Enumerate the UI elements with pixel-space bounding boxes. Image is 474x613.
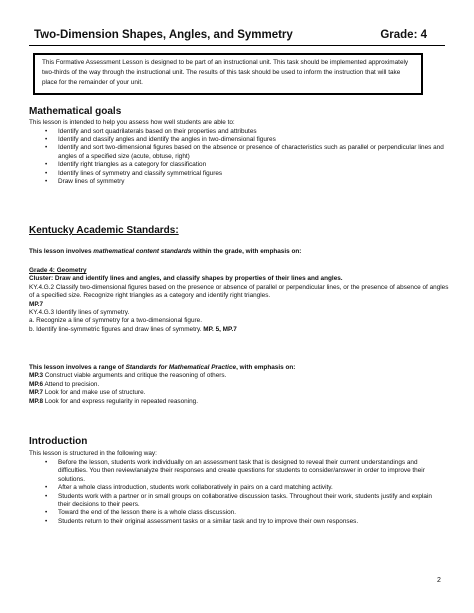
- goal-item: • Identify and classify angles and identify the angles in two-dimensional figures: [45, 136, 445, 144]
- practice-code: MP.3: [29, 372, 44, 380]
- content-intro-emphasis: mathematical content standards: [93, 248, 192, 255]
- page-number: 2: [437, 577, 441, 584]
- practice-intro-pre: This lesson involves a range of: [29, 364, 126, 371]
- formative-assessment-notice: This Formative Assessment Lesson is designed to be part of an instructional unit. This task should be implemented approximately two-thirds of the way through the instructional unit. The results of this task should be used to inform the instruction that will take place for the remainder of your unit.: [33, 53, 423, 95]
- practice-code: MP.6: [29, 380, 44, 388]
- mp7-tag: MP.7: [29, 300, 44, 308]
- goals-heading: Mathematical goals: [29, 106, 122, 117]
- cluster-heading: Cluster: Draw and identify lines and angles, and classify shapes by properties of their lines and angles.: [29, 275, 343, 283]
- practice-intro-emphasis: Standards for Mathematical Practice: [125, 364, 237, 371]
- standard-item-b-row: [29, 326, 449, 334]
- practice-item: [29, 381, 449, 389]
- practice-text: Construct viable arguments and critique the reasoning of others.: [43, 372, 227, 380]
- geometry-standards-block: [29, 267, 449, 334]
- introduction-item: • Before the lesson, students work individually on an assessment task that is designed to reveal their current understandings and difficulties. You then review/analyze their responses and create questions for students to consider/answer in order to improve their solutions.: [45, 459, 445, 484]
- goal-item: • Draw lines of symmetry: [45, 178, 445, 186]
- page-title: Two-Dimension Shapes, Angles, and Symmetry: [34, 29, 293, 41]
- introduction-item: • Students return to their original assessment tasks or a similar task and try to improve their own responses.: [45, 518, 445, 526]
- page-header: [29, 27, 445, 46]
- content-intro-pre: This lesson involves: [29, 248, 94, 255]
- goal-item: • Identify lines of symmetry and classify symmetrical figures: [45, 170, 445, 178]
- practice-code: MP.7: [29, 389, 44, 397]
- introduction-item: • Toward the end of the lesson there is a whole class discussion.: [45, 509, 445, 517]
- goal-item: • Identify and sort quadrilaterals based on their properties and attributes: [45, 128, 445, 136]
- introduction-list: [45, 459, 445, 526]
- goals-intro: This lesson is intended to help you assess how well students are able to:: [29, 119, 235, 126]
- goals-list: [45, 128, 445, 187]
- introduction-heading: Introduction: [29, 436, 88, 447]
- standard-item-a: a. Recognize a line of symmetry for a two-dimensional figure.: [29, 317, 202, 325]
- practice-standards-intro: [29, 364, 449, 372]
- practice-text: Look for and make use of structure.: [43, 389, 146, 397]
- standard-item-b: b. Identify line-symmetric figures and draw lines of symmetry.: [29, 325, 202, 333]
- grade-label: Grade: 4: [380, 29, 427, 41]
- standard-ky-4-g-2: KY.4.G.2 Classify two-dimensional figures based on the presence or absence of parallel or perpendicular lines, or the presence of absence of angles of a specified size. Recognize right triangles as a category and identify right triangles.: [29, 283, 449, 300]
- practice-standards-block: [29, 364, 449, 406]
- content-intro-post: within the grade, with emphasis on:: [191, 248, 302, 255]
- practice-item: [29, 372, 449, 380]
- practice-text: Attend to precision.: [43, 380, 100, 388]
- content-standards-intro: [29, 248, 449, 256]
- introduction-intro: This lesson is structured in the following way:: [29, 450, 157, 457]
- practice-intro-post: , with emphasis on:: [236, 364, 296, 371]
- practice-item: [29, 398, 449, 406]
- practice-item: [29, 389, 449, 397]
- goal-item: • Identify right triangles as a category for classification: [45, 161, 445, 169]
- introduction-item: • After a whole class introduction, students work collaboratively in pairs on a card matching activity.: [45, 484, 445, 492]
- standard-ky-4-g-3: KY.4.G.3 Identify lines of symmetry.: [29, 309, 130, 317]
- goal-item: • Identify and sort two-dimensional figures based on the absence or presence of characteristics such as parallel or perpendicular lines and angles of a specified size (acute, obtuse, right): [45, 144, 445, 161]
- introduction-item: • Students work with a partner or in small groups on collaborative discussion tasks. Throughout their work, students justify and explain their decisions to their peers.: [45, 493, 445, 510]
- practice-code: MP.8: [29, 397, 44, 405]
- standards-heading: Kentucky Academic Standards:: [29, 225, 179, 236]
- item-b-practice-tags: MP. 5, MP.7: [203, 325, 237, 333]
- practice-text: Look for and express regularity in repeated reasoning.: [43, 397, 198, 405]
- domain-heading: Grade 4: Geometry: [29, 267, 87, 274]
